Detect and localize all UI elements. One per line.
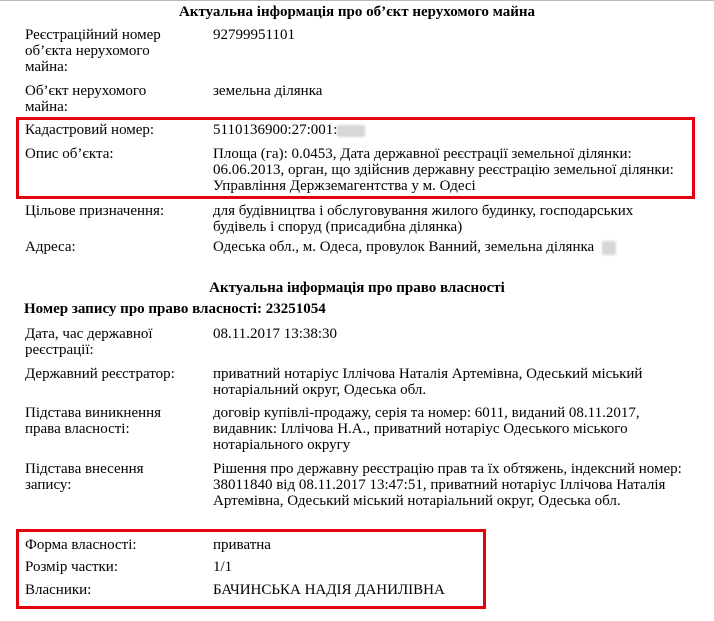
ownership-record-title: Номер запису про право власності: 23251054 (24, 301, 326, 317)
address-value: Одеська обл., м. Одеса, провулок Ванний, земельна ділянка (213, 239, 595, 255)
registration-date-value: 08.11.2017 13:38:30 (213, 326, 338, 342)
share-label: Розмір частки: (25, 559, 118, 575)
cadastral-label: Кадастровий номер: (25, 122, 155, 138)
redacted-mark (602, 241, 616, 255)
highlight-box-cadastral (16, 117, 695, 199)
highlight-box-owner (16, 529, 486, 609)
object-type-label: Об’єкт нерухомого майна: (25, 83, 147, 115)
registration-date-label: Дата, час державної реєстрації: (25, 326, 153, 358)
cadastral-value: 5110136900:27:001: (213, 122, 338, 138)
entry-basis-label: Підстава внесення запису: (25, 461, 144, 493)
owners-label: Власники: (25, 582, 92, 598)
ownership-section-title: Актуальна інформація про право власності (209, 280, 505, 296)
description-label: Опис об’єкта: (25, 146, 114, 162)
owners-value: БАЧИНСЬКА НАДІЯ ДАНИЛІВНА (213, 582, 445, 598)
purpose-label: Цільове призначення: (25, 203, 165, 219)
object-type-value: земельна ділянка (213, 83, 323, 99)
ownership-form-value: приватна (213, 537, 271, 553)
ownership-basis-label: Підстава виникнення права власності: (25, 405, 162, 437)
reg-number-value: 92799951101 (213, 27, 295, 43)
top-rule (0, 0, 714, 1)
address-value-row (213, 239, 693, 255)
address-label: Адреса: (25, 239, 76, 255)
reg-number-label: Реєстраційний номер об’єкта нерухомого майна: (25, 27, 161, 75)
registrar-label: Державний реєстратор: (25, 366, 175, 382)
object-section-title: Актуальна інформація про об’єкт нерухомого майна (178, 4, 536, 20)
registrar-value: приватний нотаріус Іллічова Наталія Артемівна, Одеський міський нотаріальний округ, Одеська обл. (213, 366, 643, 398)
purpose-value: для будівництва і обслуговування жилого будинку, господарських будівель і споруд (присадибна ділянка) (213, 203, 634, 235)
share-value: 1/1 (213, 559, 233, 575)
description-value: Площа (га): 0.0453, Дата державної реєстрації земельної ділянки: 06.06.2013, орган, що здійснив державну реєстрацію земельної ділянки: Управління Держземагентства у м. Одесі (213, 146, 674, 194)
entry-basis-value: Рішення про державну реєстрацію прав та їх обтяжень, індексний номер: 38011840 від 08.11.2017 13:47:51, приватний нотаріус Іллічова Наталія Артемівна, Одеський міський нотаріальний округ, Одеська обл. (213, 461, 682, 509)
ownership-basis-value: договір купівлі-продажу, серія та номер: 6011, виданий 08.11.2017, видавник: Іллічова Н.А., приватний нотаріус Одеського міського нотаріального округу (213, 405, 640, 453)
ownership-form-label: Форма власності: (25, 537, 137, 553)
